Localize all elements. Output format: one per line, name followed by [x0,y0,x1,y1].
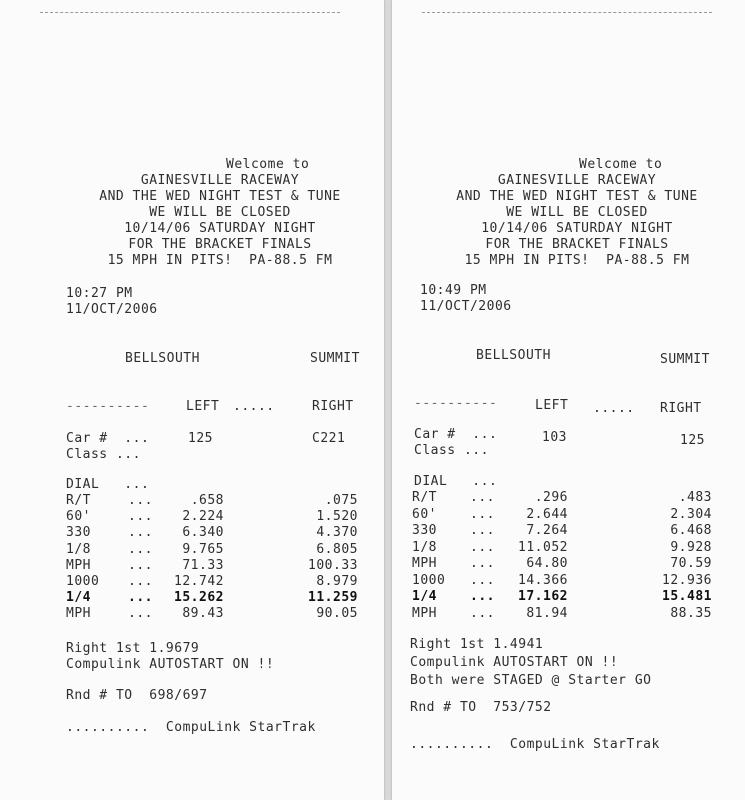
timing-label: 60' [66,509,91,525]
header-line: AND THE WED NIGHT TEST & TUNE [99,189,341,204]
timing-dots: ... [128,590,153,606]
timing-label: 1/4 [66,590,91,606]
timing-label: 330 [412,523,437,538]
timing-left-value: 89.43 [182,606,224,622]
timing-dots: ... [470,589,495,604]
timing-label: 1000 [412,572,446,588]
timing-dots: ... [128,509,153,525]
header-line: WE WILL BE CLOSED [149,205,291,220]
header-line: 15 MPH IN PITS! PA-88.5 FM [107,253,333,268]
column-dashes: ---------- [414,396,498,411]
timing-right-value: 6.805 [316,541,358,557]
timing-left-value: 81.94 [526,605,568,621]
slip-date: 11/OCT/2006 [420,299,512,314]
timing-label: R/T [412,490,437,505]
timing-dots: ... [470,556,495,571]
lane-right-name: SUMMIT [660,352,710,367]
timing-dots: ... [128,606,153,622]
timing-label: MPH [412,605,437,621]
round-line: Rnd # TO 698/697 [66,688,208,703]
column-right: RIGHT [312,399,354,414]
car-number-left: 103 [542,430,567,445]
timing-right-value: 2.304 [670,506,712,522]
timing-dots: ... [128,525,153,541]
timing-left-value: .296 [534,490,568,505]
timing-right-value: .483 [678,490,712,505]
timing-left-value: 12.742 [174,574,224,589]
column-left: LEFT [535,398,569,413]
timing-label: 1/8 [66,541,91,557]
tear-edge [40,0,340,13]
column-right: RIGHT [660,401,702,416]
timing-dots: ... [470,572,495,588]
header-line: Welcome to [579,157,663,172]
timing-right-value: 8.979 [316,574,358,589]
slip-time: 10:27 PM [66,286,133,301]
timing-label: 60' [412,506,437,522]
timing-dots: ... [128,574,153,589]
column-left: LEFT [186,399,220,414]
column-dashes: ---------- [66,399,150,414]
lane-left-name: BELLSOUTH [476,348,551,363]
column-dots: ..... [233,399,275,414]
timing-label: 1/4 [412,589,437,604]
round-line: Rnd # TO 753/752 [410,700,552,715]
dial-label: DIAL ... [414,474,498,489]
timing-label: R/T [66,493,91,508]
timing-left-value: 11.052 [518,539,568,555]
lane-right-name: SUMMIT [310,351,360,366]
timing-dots: ... [128,493,153,508]
winner-line: Right 1st 1.4941 [410,637,544,652]
header-line: AND THE WED NIGHT TEST & TUNE [456,189,698,204]
header-line: FOR THE BRACKET FINALS [128,237,312,252]
timing-right-value: 1.520 [316,509,358,525]
tear-edge [422,0,712,13]
header-line: 10/14/06 SATURDAY NIGHT [481,221,673,236]
timing-right-value: 15.481 [662,589,712,604]
header-line: 10/14/06 SATURDAY NIGHT [124,221,316,236]
timing-left-value: .658 [190,493,224,508]
car-number-label: Car # ... [414,427,498,442]
header-line: FOR THE BRACKET FINALS [485,237,669,252]
timing-right-value: 70.59 [670,556,712,571]
timing-left-value: 2.224 [182,509,224,525]
timing-right-value: 90.05 [316,606,358,622]
timing-right-value: .075 [324,493,358,508]
header-line: 15 MPH IN PITS! PA-88.5 FM [464,253,690,268]
brand-line: .......... CompuLink StarTrak [66,720,316,735]
timing-left-value: 71.33 [182,557,224,573]
timing-dots: ... [470,605,495,621]
car-number-left: 125 [188,431,213,446]
timing-right-value: 12.936 [662,572,712,588]
timing-label: MPH [66,606,91,622]
timing-left-value: 9.765 [182,541,224,557]
timing-right-value: 11.259 [308,590,358,606]
timing-dots: ... [128,541,153,557]
timing-right-value: 9.928 [670,539,712,555]
header-line: Welcome to [226,157,310,172]
timing-right-value: 88.35 [670,605,712,621]
slip-time: 10:49 PM [420,283,487,298]
slip-gap [384,0,392,800]
timing-left-value: 6.340 [182,525,224,541]
brand-line: .......... CompuLink StarTrak [410,737,660,752]
timing-left-value: 7.264 [526,523,568,538]
staged-line: Both were STAGED @ Starter GO [410,673,652,688]
header-line: GAINESVILLE RACEWAY [140,173,300,188]
timing-label: MPH [412,556,437,571]
slip-date: 11/OCT/2006 [66,302,158,317]
timing-label: 1/8 [412,539,437,555]
timing-right-value: 6.468 [670,523,712,538]
timing-left-value: 17.162 [518,589,568,604]
car-number-label: Car # ... [66,431,150,446]
autostart-line: Compulink AUTOSTART ON !! [66,657,275,672]
timing-label: 1000 [66,574,100,589]
winner-line: Right 1st 1.9679 [66,641,200,656]
column-dots: ..... [593,401,635,416]
timing-dots: ... [470,523,495,538]
timing-dots: ... [128,557,153,573]
class-label: Class ... [66,447,141,462]
autostart-line: Compulink AUTOSTART ON !! [410,655,619,670]
timing-left-value: 15.262 [174,590,224,606]
timing-label: 330 [66,525,91,541]
dial-label: DIAL ... [66,477,150,492]
timing-label: MPH [66,557,91,573]
timing-dots: ... [470,506,495,522]
timing-dots: ... [470,490,495,505]
header-line: WE WILL BE CLOSED [506,205,648,220]
timing-dots: ... [470,539,495,555]
header-line: GAINESVILLE RACEWAY [497,173,657,188]
car-number-right: C221 [312,431,346,446]
timing-right-value: 4.370 [316,525,358,541]
timing-left-value: 14.366 [518,572,568,588]
lane-left-name: BELLSOUTH [125,351,200,366]
timing-left-value: 64.80 [526,556,568,571]
timeslip-right [392,0,745,800]
car-number-right: 125 [680,433,705,448]
class-label: Class ... [414,443,489,458]
timing-left-value: 2.644 [526,506,568,522]
timing-right-value: 100.33 [308,557,358,573]
